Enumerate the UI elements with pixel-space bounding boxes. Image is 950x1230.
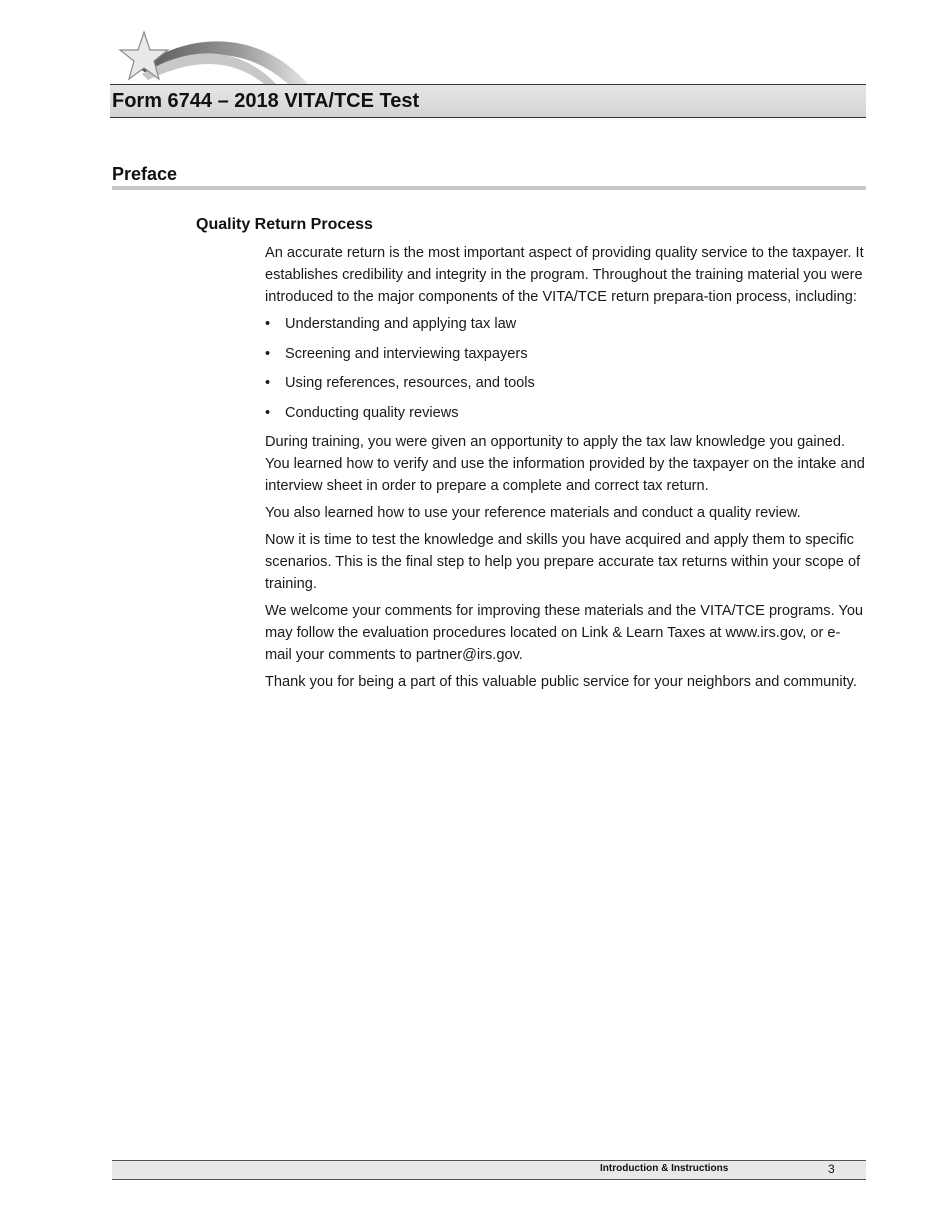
body-content xyxy=(265,242,867,698)
bullet-icon: • xyxy=(265,375,271,391)
shooting-star-logo xyxy=(108,28,348,90)
header-bar xyxy=(110,84,866,118)
list-item-text: Conducting quality reviews xyxy=(285,404,459,421)
page-title: Form 6744 – 2018 VITA/TCE Test xyxy=(112,90,420,112)
list-item xyxy=(265,313,867,335)
intro-paragraph: An accurate return is the most important aspect of providing quality service to the taxpayer. It establishes credibility and integrity in the program. Throughout the training material you were introduced to the major components of the VITA/TCE return prepara-tion process, including: xyxy=(265,245,864,305)
section-title: Preface xyxy=(112,164,178,184)
bullet-icon: • xyxy=(265,345,271,362)
bullet-icon: • xyxy=(265,316,271,332)
list-item-text: Using references, resources, and tools xyxy=(285,375,535,391)
subsection-title: Quality Return Process xyxy=(196,216,373,233)
bullet-icon: • xyxy=(265,404,271,421)
list-item-text: Understanding and applying tax law xyxy=(285,316,517,332)
list-item xyxy=(265,372,867,394)
paragraph-comments: We welcome your comments for improving these materials and the VITA/TCE programs. You may follow the evaluation procedures located on Link & Learn Taxes at www.irs.gov, or e-mail your comments to partner@irs.gov. xyxy=(265,603,864,663)
paragraph-test: Now it is time to test the knowledge and skills you have acquired and apply them to specific scenarios. This is the final step to help you prepare accurate tax returns within your scope of training. xyxy=(265,532,861,592)
list-item xyxy=(265,343,867,365)
footer-section-label: Introduction & Instructions xyxy=(600,1163,729,1174)
section-divider xyxy=(112,186,866,190)
component-list xyxy=(265,313,867,424)
footer-bar xyxy=(112,1160,866,1180)
list-item xyxy=(265,402,867,424)
list-item-text: Screening and interviewing taxpayers xyxy=(285,345,528,362)
page-number: 3 xyxy=(828,1162,835,1176)
paragraph-reference: You also learned how to use your reference materials and conduct a quality review. xyxy=(265,505,801,521)
paragraph-training: During training, you were given an opportunity to apply the tax law knowledge you gained. You learned how to verify and use the information provided by the taxpayer on the intake and interview sheet in order to prepare a complete and correct tax return. xyxy=(265,434,865,494)
paragraph-thanks: Thank you for being a part of this valuable public service for your neighbors and community. xyxy=(265,674,857,690)
